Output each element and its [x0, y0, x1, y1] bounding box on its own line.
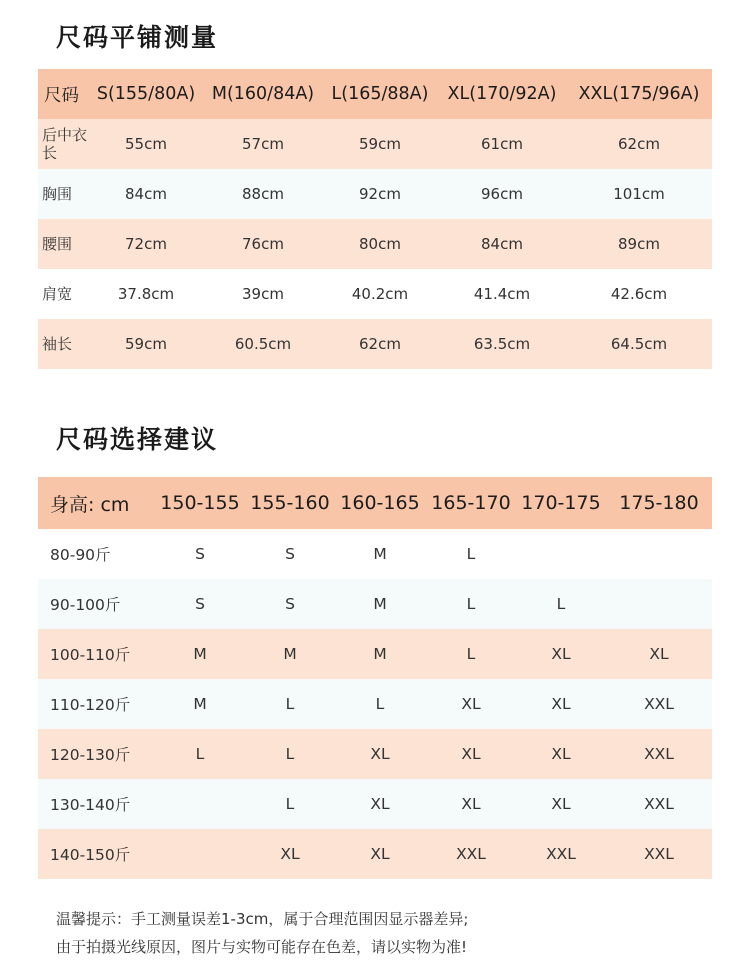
row-label: 袖长	[42, 335, 73, 353]
row-label: 80-90斤	[50, 546, 111, 564]
table-cell: XL	[461, 795, 481, 813]
table-header-row	[38, 477, 712, 529]
size-measure-table	[38, 69, 712, 369]
table-cell: 59cm	[125, 335, 167, 353]
table-cell: S	[285, 545, 295, 563]
table-cell: M	[373, 545, 387, 563]
table-cell: 84cm	[481, 235, 523, 253]
table-cell: XXL	[644, 795, 674, 813]
table-cell: XL	[551, 795, 571, 813]
header-cell: XL(170/92A)	[447, 84, 557, 104]
table-cell: L	[466, 595, 476, 613]
table-row	[38, 319, 712, 369]
table-header-row	[38, 69, 712, 119]
table-cell: XL	[551, 645, 571, 663]
header-cell: 160-165	[340, 492, 420, 514]
size-measure-title: 尺码平铺测量	[56, 23, 219, 52]
size-advice-title: 尺码选择建议	[56, 425, 219, 454]
row-label: 110-120斤	[50, 696, 131, 714]
table-cell: M	[283, 645, 297, 663]
table-cell: S	[285, 595, 295, 613]
table-cell: 40.2cm	[351, 285, 409, 303]
table-cell: 62cm	[359, 335, 401, 353]
table-cell: 84cm	[125, 185, 167, 203]
table-row	[38, 119, 712, 169]
table-cell: 63.5cm	[473, 335, 531, 353]
header-cell: 尺码	[44, 85, 79, 106]
table-cell: 55cm	[125, 135, 167, 153]
table-row	[38, 219, 712, 269]
table-cell: S	[195, 595, 205, 613]
table-row	[38, 679, 712, 729]
table-cell: M	[373, 645, 387, 663]
table-cell: XXL	[644, 845, 674, 863]
table-cell: XXL	[644, 695, 674, 713]
table-cell: XL	[280, 845, 300, 863]
table-cell: 39cm	[242, 285, 284, 303]
table-cell	[606, 529, 712, 579]
row-label: 腰围	[42, 235, 73, 253]
table-cell: XL	[551, 745, 571, 763]
header-cell: 165-170	[431, 492, 511, 514]
table-cell	[154, 779, 246, 829]
table-cell: S	[195, 545, 205, 563]
row-label: 90-100斤	[50, 596, 121, 614]
table-cell: L	[285, 795, 295, 813]
row-label: 后中衣长	[42, 126, 88, 162]
table-cell: XXL	[546, 845, 576, 863]
table-cell: 62cm	[618, 135, 660, 153]
header-cell: 身高: cm	[50, 493, 130, 516]
row-label: 130-140斤	[50, 796, 131, 814]
table-cell: L	[195, 745, 205, 763]
table-cell: L	[556, 595, 566, 613]
table-cell: 60.5cm	[234, 335, 292, 353]
header-cell: 175-180	[619, 492, 699, 514]
table-cell: 80cm	[359, 235, 401, 253]
header-cell: 170-175	[521, 492, 601, 514]
table-cell: M	[193, 645, 207, 663]
row-label: 胸围	[42, 185, 73, 203]
table-cell: XL	[649, 645, 669, 663]
table-cell: 88cm	[242, 185, 284, 203]
row-label: 120-130斤	[50, 746, 131, 764]
table-cell: 41.4cm	[473, 285, 531, 303]
table-cell: XL	[370, 745, 390, 763]
size-advice-table	[38, 477, 712, 879]
table-cell: 57cm	[242, 135, 284, 153]
row-label: 肩宽	[42, 285, 73, 303]
table-cell: XL	[370, 845, 390, 863]
tip-line: 温馨提示：手工测量误差1-3cm，属于合理范围因显示器差异;	[56, 910, 469, 928]
table-cell: XXL	[644, 745, 674, 763]
header-cell: L(165/88A)	[331, 84, 429, 104]
table-row	[38, 269, 712, 319]
table-cell: M	[193, 695, 207, 713]
table-row	[38, 829, 712, 879]
table-cell: 64.5cm	[610, 335, 668, 353]
header-cell: XXL(175/96A)	[578, 84, 700, 104]
tip-line: 由于拍摄光线原因，图片与实物可能存在色差，请以实物为准!	[56, 938, 468, 956]
table-cell: L	[375, 695, 385, 713]
table-cell: 89cm	[618, 235, 660, 253]
header-cell: 155-160	[250, 492, 330, 514]
table-row	[38, 529, 712, 579]
table-cell: 72cm	[125, 235, 167, 253]
table-cell: 61cm	[481, 135, 523, 153]
table-cell: 76cm	[242, 235, 284, 253]
table-row	[38, 579, 712, 629]
table-cell: L	[466, 545, 476, 563]
header-cell: S(155/80A)	[96, 84, 196, 104]
row-label: 140-150斤	[50, 846, 131, 864]
table-cell: XL	[370, 795, 390, 813]
table-cell: 96cm	[481, 185, 523, 203]
table-cell: XXL	[456, 845, 486, 863]
tip-note	[56, 905, 468, 961]
table-cell: 92cm	[359, 185, 401, 203]
header-cell: 150-155	[160, 492, 240, 514]
table-cell	[516, 529, 606, 579]
table-row	[38, 629, 712, 679]
table-cell: L	[285, 745, 295, 763]
table-cell: 42.6cm	[610, 285, 668, 303]
table-cell: XL	[551, 695, 571, 713]
table-row	[38, 729, 712, 779]
table-cell: 101cm	[613, 185, 665, 203]
table-cell: L	[285, 695, 295, 713]
table-cell: XL	[461, 695, 481, 713]
table-cell: 59cm	[359, 135, 401, 153]
header-cell: M(160/84A)	[211, 84, 315, 104]
table-cell: M	[373, 595, 387, 613]
table-row	[38, 779, 712, 829]
table-cell	[606, 579, 712, 629]
table-row	[38, 169, 712, 219]
row-label: 100-110斤	[50, 646, 131, 664]
table-cell: 37.8cm	[117, 285, 175, 303]
table-cell	[154, 829, 246, 879]
table-cell: L	[466, 645, 476, 663]
table-cell: XL	[461, 745, 481, 763]
